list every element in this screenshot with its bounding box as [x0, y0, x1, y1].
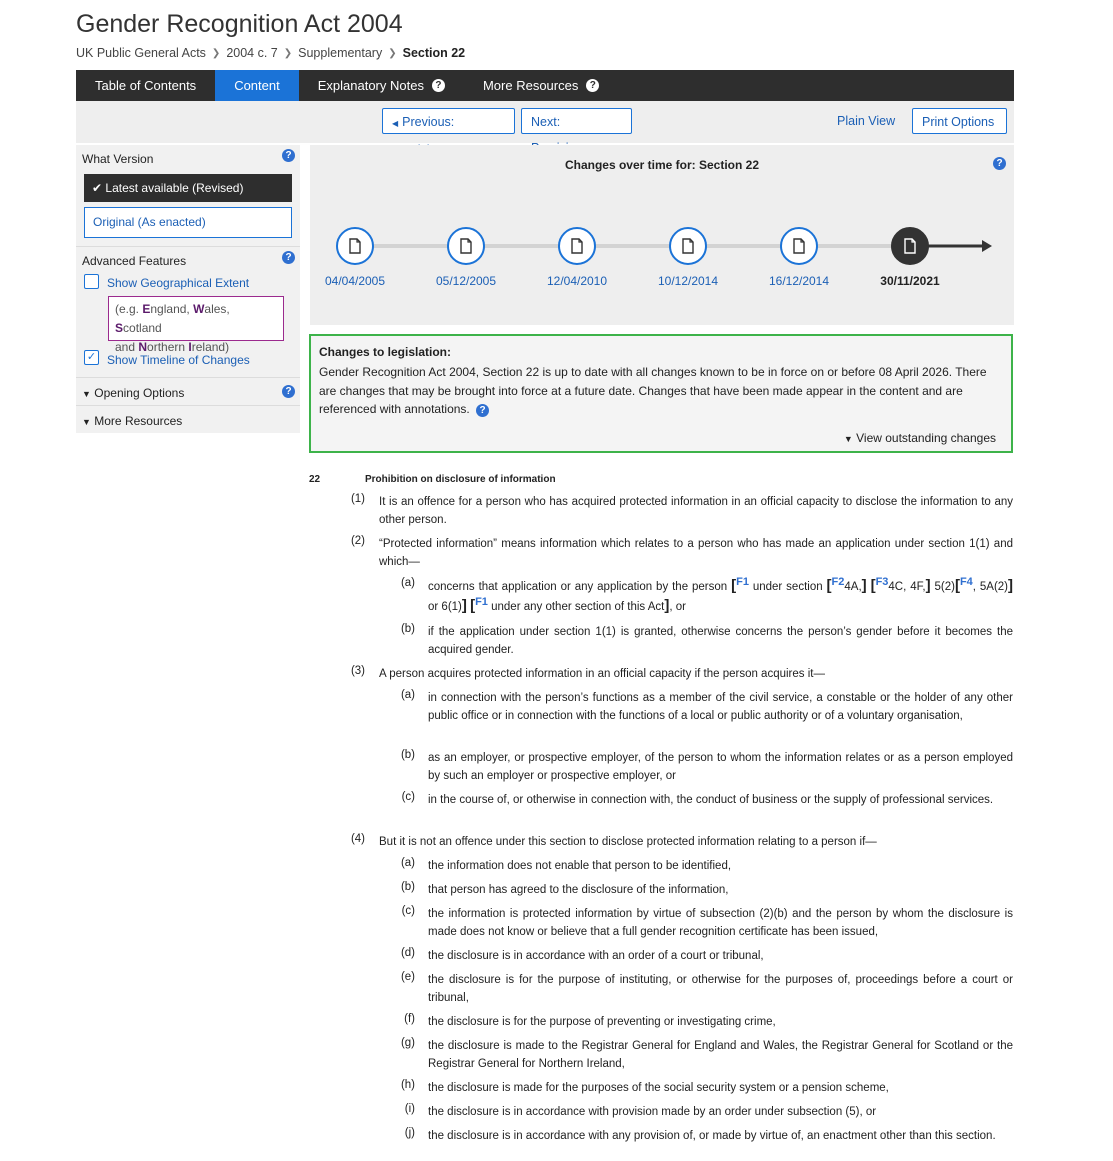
button-label: Previous:: [402, 115, 455, 129]
subsection-text: “Protected information” means information which relates to a person who has made an application under section 1(1) and which—: [379, 538, 1013, 568]
annotation-reference[interactable]: F3: [875, 576, 889, 589]
caret-left-icon: ◀: [392, 119, 399, 128]
next-provision-button[interactable]: [521, 108, 632, 134]
chevron-right-icon: ❯: [211, 47, 221, 59]
breadcrumb: [76, 46, 465, 60]
paragraph-text: the disclosure is made to the Registrar General for England and Wales, the Registrar General for Scotland or the Registrar General for Northern Ireland,: [428, 1040, 1013, 1070]
subsection-number: (1): [350, 493, 365, 505]
timeline-panel: [310, 145, 1014, 325]
tab-table-of-contents[interactable]: [76, 70, 215, 101]
document-icon: [349, 238, 361, 254]
timeline-point[interactable]: [780, 227, 818, 265]
timeline-date[interactable]: 16/12/2014: [768, 274, 830, 288]
arrow-right-icon: [928, 239, 992, 253]
tab-content[interactable]: [215, 70, 299, 101]
paragraph-number: (a): [400, 857, 415, 869]
timeline-checkbox[interactable]: ✓: [84, 350, 99, 365]
paragraph-text: that person has agreed to the disclosure of the information,: [428, 884, 729, 896]
breadcrumb-item[interactable]: Supplementary: [298, 46, 383, 60]
timeline-date[interactable]: 12/04/2010: [546, 274, 608, 288]
subsection-number: (4): [350, 833, 365, 845]
timeline-date[interactable]: 10/12/2014: [657, 274, 719, 288]
paragraph-number: (a): [400, 689, 415, 701]
view-outstanding-changes-toggle[interactable]: [844, 431, 996, 445]
triangle-down-icon: ▼: [82, 389, 91, 399]
option-label: Latest available (Revised): [105, 181, 244, 195]
paragraph-number: (b): [400, 623, 415, 635]
subsection-number: (2): [350, 535, 365, 547]
tab-more-resources[interactable]: [464, 70, 618, 101]
show-geographical-extent-label[interactable]: Show Geographical Extent: [107, 276, 250, 290]
paragraph-text: the disclosure is made for the purposes of the social security system or a pension scheme,: [428, 1082, 889, 1094]
tab-bar: [76, 70, 1014, 101]
paragraph-number: (b): [400, 749, 415, 761]
button-label: Next:: [531, 115, 561, 129]
paragraph-text: the disclosure is for the purpose of instituting, or otherwise for the purposes of, proceedings before a court or tribunal,: [428, 974, 1013, 1004]
paragraph-number: (d): [400, 947, 415, 959]
section-title: Prohibition on disclosure of information: [365, 474, 556, 485]
subsection-text: A person acquires protected information in an official capacity if the person acquires it—: [379, 668, 825, 680]
paragraph-number: (c): [401, 791, 415, 803]
breadcrumb-item[interactable]: UK Public General Acts: [76, 46, 206, 60]
help-icon[interactable]: ?: [586, 79, 599, 92]
divider: [76, 405, 300, 406]
annotation-reference[interactable]: F1: [475, 596, 488, 609]
annotation-reference[interactable]: F1: [736, 576, 749, 589]
timeline-point[interactable]: [891, 227, 929, 265]
opening-options-toggle[interactable]: [82, 386, 184, 400]
tab-explanatory-notes[interactable]: [299, 70, 464, 101]
paragraph-text: the information is protected information by virtue of subsection (2)(b) and the person by whom the disclosure is made does not know or believe that a full gender recognition certificate has been issued,: [428, 908, 1013, 938]
help-icon[interactable]: ?: [993, 157, 1006, 170]
breadcrumb-item[interactable]: 2004 c. 7: [226, 46, 278, 60]
divider: [76, 377, 300, 378]
timeline-track: [356, 244, 911, 248]
paragraph-number: (b): [400, 881, 415, 893]
geographical-extent-checkbox[interactable]: [84, 274, 99, 289]
paragraph-text: the disclosure is in accordance with any provision of, or made by virtue of, an enactment other than this section.: [428, 1130, 996, 1142]
toggle-label: View outstanding changes: [856, 431, 996, 445]
provision-nav: [76, 101, 1014, 143]
timeline-point[interactable]: [336, 227, 374, 265]
page-title: Gender Recognition Act 2004: [76, 10, 403, 38]
help-icon[interactable]: ?: [282, 149, 295, 162]
timeline-date[interactable]: 05/12/2005: [435, 274, 497, 288]
breadcrumb-current: Section 22: [402, 46, 466, 60]
changes-body: [319, 363, 1007, 419]
sidebar: [76, 145, 300, 433]
paragraph-text: in connection with the person’s functions as a member of the civil service, a constable or the holder of any other public office or in connection with the functions of a local or public authority or of a voluntary organisation,: [428, 692, 1013, 722]
tab-label: Table of Contents: [95, 78, 197, 93]
timeline-date: 30/11/2021: [880, 274, 940, 288]
paragraph-number: (c): [401, 905, 415, 917]
chevron-right-icon: ❯: [388, 47, 397, 59]
paragraph-text: concerns that application or any application by the person [F1 under section [F24A,] [F34C, 4F,] 5(2)[F4, 5A(2)] or 6(1)] [F1 under any other section of this Act], or: [428, 576, 1014, 614]
show-timeline-label[interactable]: Show Timeline of Changes: [107, 353, 250, 367]
paragraph-text: in the course of, or otherwise in connection with, the conduct of business or the supply of professional services.: [428, 794, 994, 806]
timeline-point[interactable]: [447, 227, 485, 265]
paragraph-number: (i): [404, 1103, 415, 1115]
toggle-label: Opening Options: [94, 386, 185, 400]
document-icon: [904, 238, 916, 254]
chevron-right-icon: ❯: [283, 47, 293, 59]
changes-to-legislation-box: [309, 334, 1013, 453]
paragraph-number: (e): [400, 971, 415, 983]
paragraph-text: the disclosure is for the purpose of preventing or investigating crime,: [428, 1016, 776, 1028]
divider: [76, 246, 300, 247]
version-latest-option[interactable]: [84, 174, 292, 202]
paragraph-text: the disclosure is in accordance with provision made by an order under subsection (5), or: [428, 1106, 877, 1118]
timeline-point[interactable]: [558, 227, 596, 265]
more-resources-toggle[interactable]: [82, 414, 182, 428]
section-number: 22: [309, 474, 321, 485]
version-original-option[interactable]: Original (As enacted): [84, 207, 292, 238]
paragraph-number: (j): [404, 1127, 415, 1139]
toggle-label: More Resources: [94, 414, 183, 428]
annotation-reference[interactable]: F2: [831, 576, 845, 589]
changes-heading: Changes to legislation:: [319, 345, 452, 359]
changes-text: Gender Recognition Act 2004, Section 22 is up to date with all changes known to be in force on or before 08 April 2026. There are changes that may be brought into force at a future date. Changes that have been made appear in the content and are referenced with annotations.: [319, 365, 987, 416]
document-icon: [460, 238, 472, 254]
paragraph-number: (f): [404, 1013, 415, 1025]
what-version-heading: What Version: [82, 152, 154, 166]
paragraph-text: the information does not enable that person to be identified,: [428, 860, 732, 872]
document-icon: [682, 238, 694, 254]
subsection-text: It is an offence for a person who has acquired protected information in an official capacity to disclose the information to any other person.: [379, 496, 1013, 526]
timeline-date[interactable]: 04/04/2005: [324, 274, 386, 288]
geographical-extent-example: (e.g. England, Wales, Scotland and Northern Ireland): [108, 296, 284, 341]
triangle-down-icon: ▼: [843, 434, 853, 444]
paragraph-number: (h): [400, 1079, 415, 1091]
help-icon[interactable]: ?: [282, 385, 295, 398]
subsection-number: (3): [350, 665, 365, 677]
document-icon: [571, 238, 583, 254]
triangle-down-icon: ▼: [82, 417, 91, 427]
paragraph-text: if the application under section 1(1) is granted, otherwise concerns the person’s gender before it becomes the acquired gender.: [428, 626, 1013, 656]
advanced-features-heading: Advanced Features: [82, 254, 187, 268]
check-icon: ✔: [92, 181, 103, 195]
paragraph-text: as an employer, or prospective employer, of the person to whom the information relates or as a person employed by such an employer or prospective employer, or: [428, 752, 1013, 782]
tab-label: More Resources: [482, 78, 579, 93]
paragraph-text: the disclosure is in accordance with an order of a court or tribunal,: [428, 950, 764, 962]
tab-label: Explanatory Notes: [317, 78, 424, 93]
tab-label: Content: [234, 78, 280, 93]
timeline-point[interactable]: [669, 227, 707, 265]
previous-provision-button[interactable]: [382, 108, 515, 134]
help-icon[interactable]: ?: [432, 79, 445, 92]
help-icon[interactable]: ?: [476, 404, 489, 417]
paragraph-number: (a): [400, 577, 415, 589]
plain-view-link[interactable]: Plain View: [837, 114, 896, 128]
help-icon[interactable]: ?: [282, 251, 295, 264]
timeline-title: Changes over time for: Section 22: [564, 158, 760, 172]
print-options-button[interactable]: Print Options: [912, 108, 1007, 134]
paragraph-number: (g): [400, 1037, 415, 1049]
subsection-text: But it is not an offence under this section to disclose protected information relating to a person if—: [379, 836, 877, 848]
annotation-reference[interactable]: F4: [959, 576, 973, 589]
document-icon: [793, 238, 805, 254]
